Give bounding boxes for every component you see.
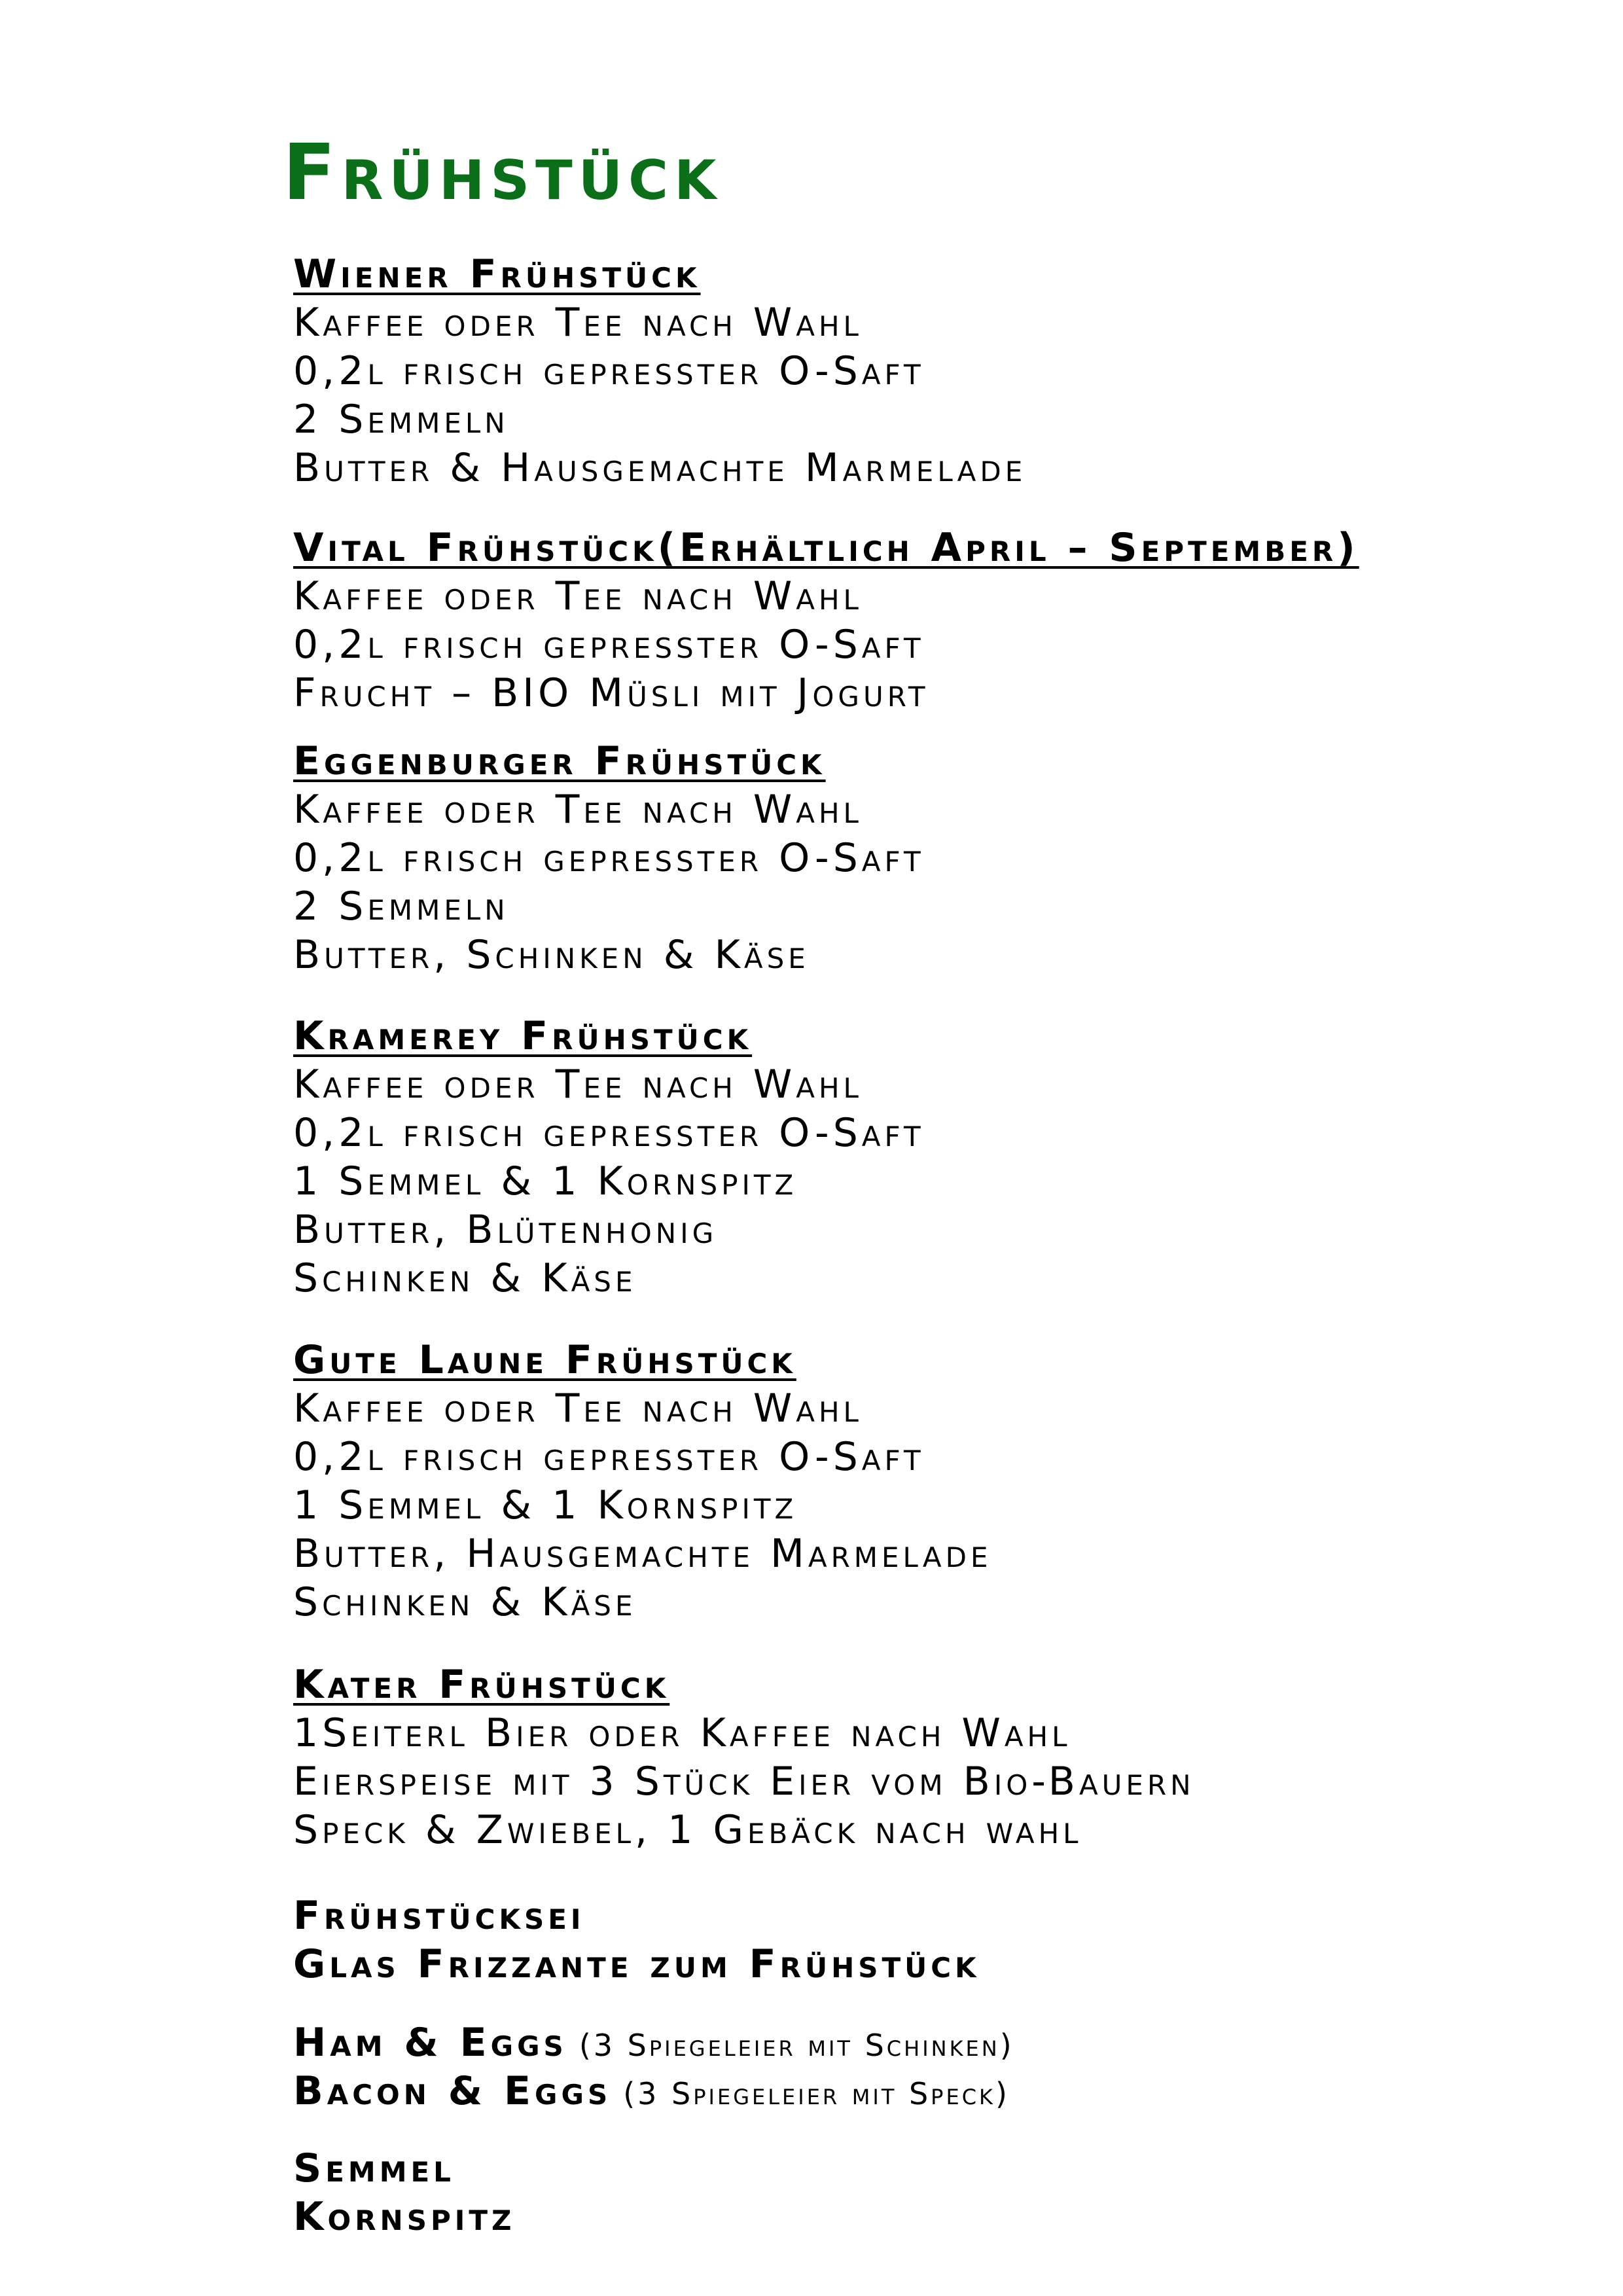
- menu-item: Butter, Blütenhonig: [293, 1207, 718, 1253]
- extra-item-row: [293, 2067, 1014, 2115]
- menu-item: Butter, Hausgemachte Marmelade: [293, 1531, 992, 1577]
- extra-item: Glas Frizzante zum Frühstück: [293, 1941, 980, 1987]
- menu-item: Frucht – BIO Müsli mit Jogurt: [293, 670, 929, 716]
- extra-item: Kornspitz: [293, 2194, 516, 2240]
- extra-item: Frühstücksei: [293, 1893, 585, 1939]
- menu-item: 0,2l frisch gepresster O-Saft: [293, 622, 925, 668]
- menu-item: Kaffee oder Tee nach Wahl: [293, 300, 863, 346]
- section-heading: Kramerey Frühstück: [293, 1013, 753, 1059]
- menu-item: 1 Semmel & 1 Kornspitz: [293, 1482, 798, 1528]
- menu-item: Schinken & Käse: [293, 1255, 637, 1301]
- page-title: Frühstück: [283, 127, 722, 217]
- extra-item: Semmel: [293, 2145, 455, 2191]
- menu-item: Speck & Zwiebel, 1 Gebäck nach wahl: [293, 1807, 1082, 1853]
- extras-group-1: [293, 1892, 980, 1988]
- menu-item: Kaffee oder Tee nach Wahl: [293, 573, 863, 619]
- menu-item: Schinken & Käse: [293, 1579, 637, 1625]
- section-kramerey: [293, 1012, 925, 1302]
- section-heading-row: [293, 524, 1359, 572]
- extra-item-row: [293, 2018, 1014, 2067]
- menu-item: Kaffee oder Tee nach Wahl: [293, 1386, 863, 1431]
- section-wiener: [293, 250, 1026, 492]
- menu-item: Eierspeise mit 3 Stück Eier vom Bio-Bauern: [293, 1759, 1195, 1804]
- section-heading: Wiener Frühstück: [293, 251, 701, 297]
- menu-item: 0,2l frisch gepresster O-Saft: [293, 1110, 925, 1156]
- menu-item: 0,2l frisch gepresster O-Saft: [293, 348, 925, 394]
- section-gute-laune: [293, 1336, 992, 1626]
- menu-item: Kaffee oder Tee nach Wahl: [293, 1062, 863, 1107]
- menu-item: 0,2l frisch gepresster O-Saft: [293, 1434, 925, 1480]
- menu-item: 2 Semmeln: [293, 884, 509, 929]
- extras-group-3: [293, 2144, 515, 2241]
- menu-item: 2 Semmeln: [293, 397, 509, 442]
- menu-item: 1Seiterl Bier oder Kaffee nach Wahl: [293, 1710, 1071, 1756]
- extra-note: (3 Spiegeleier mit Speck): [623, 2076, 1010, 2111]
- section-heading: Eggenburger Frühstück: [293, 738, 826, 784]
- extra-item: Bacon & Eggs: [293, 2068, 612, 2114]
- extras-group-2: [293, 2018, 1014, 2115]
- section-kater: [293, 1660, 1195, 1854]
- menu-item: Butter, Schinken & Käse: [293, 932, 810, 978]
- menu-item: 1 Semmel & 1 Kornspitz: [293, 1158, 798, 1204]
- menu-item: Kaffee oder Tee nach Wahl: [293, 787, 863, 833]
- section-note: (Erhältlich April – September): [657, 525, 1359, 571]
- section-heading: Kater Frühstück: [293, 1662, 670, 1708]
- section-heading: Gute Laune Frühstück: [293, 1337, 796, 1383]
- section-eggenburger: [293, 737, 925, 979]
- section-heading: Vital Frühstück: [293, 525, 658, 571]
- menu-item: 0,2l frisch gepresster O-Saft: [293, 835, 925, 881]
- menu-item: Butter & Hausgemachte Marmelade: [293, 445, 1027, 491]
- section-vital: [293, 524, 1359, 717]
- extra-item: Ham & Eggs: [293, 2020, 567, 2066]
- extra-note: (3 Spiegeleier mit Schinken): [579, 2028, 1014, 2063]
